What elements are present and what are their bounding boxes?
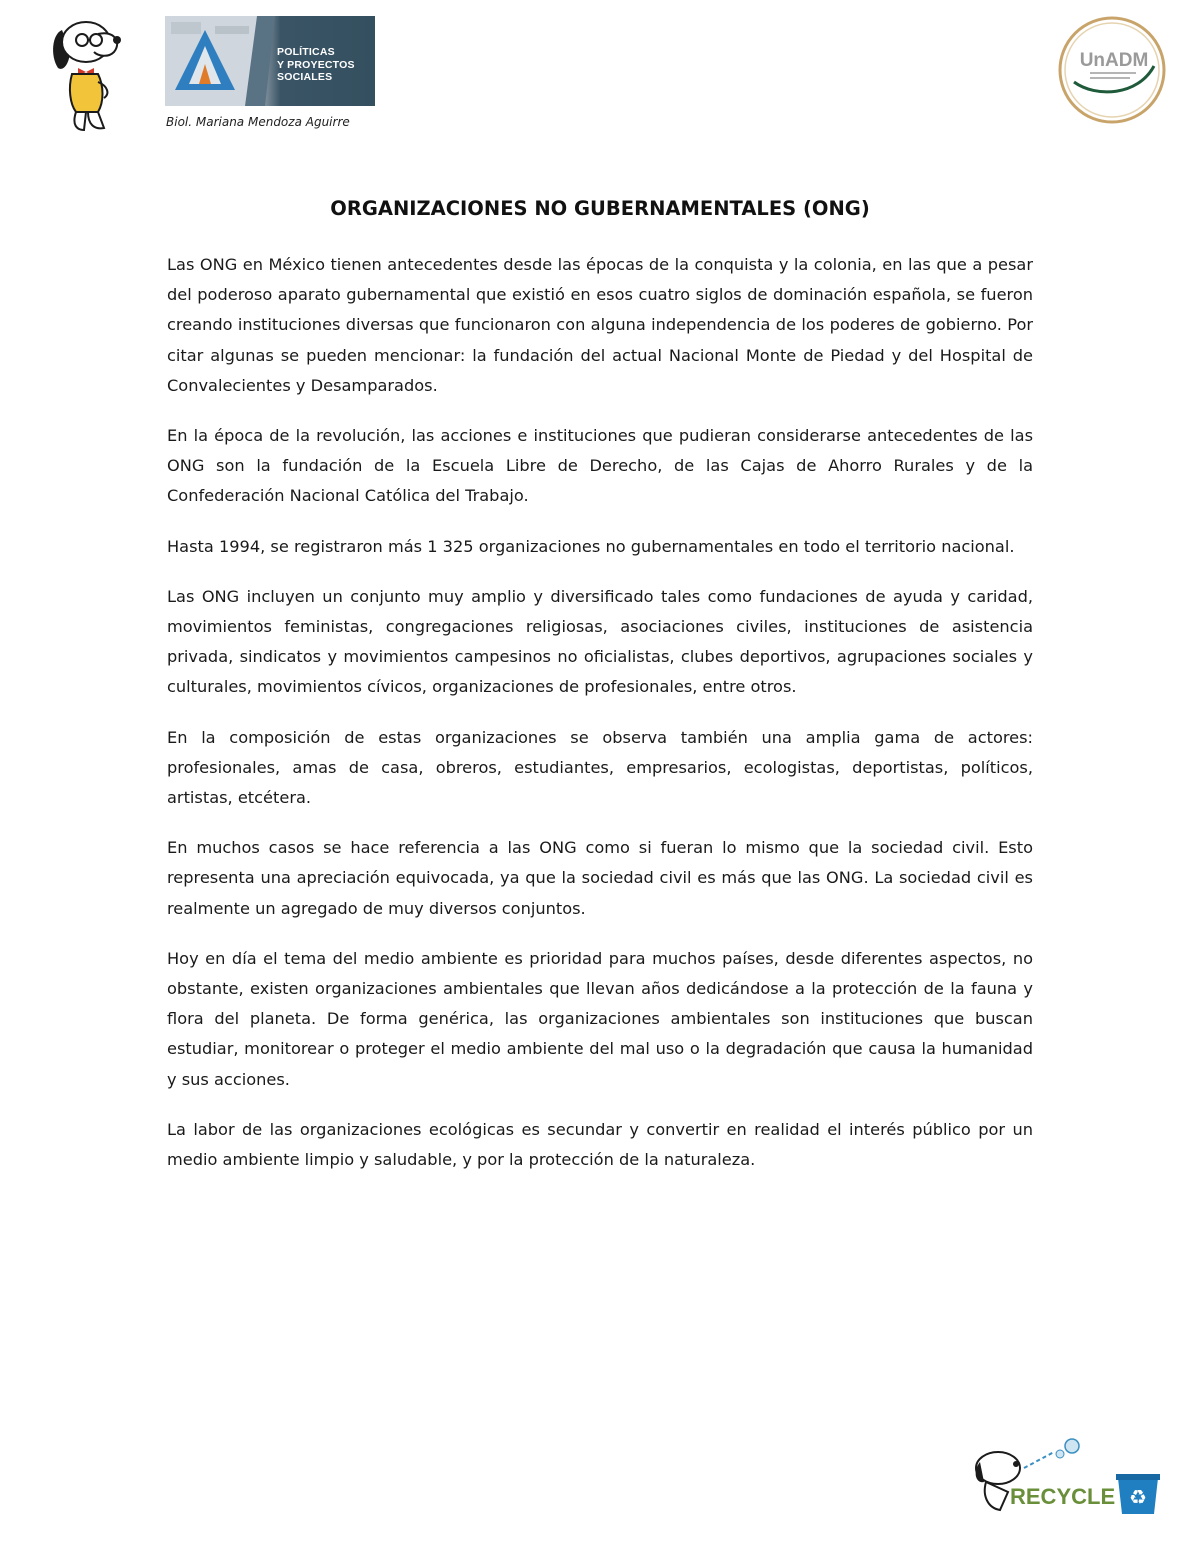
- snoopy-logo: [48, 12, 126, 136]
- author-name: Biol. Mariana Mendoza Aguirre: [166, 115, 350, 129]
- banner-line: POLÍTICAS: [277, 46, 335, 58]
- course-banner: [165, 16, 375, 106]
- banner-line: Y PROYECTOS: [277, 58, 355, 71]
- paragraph: Hoy en día el tema del medio ambiente es prioridad para muchos países, desde diferentes aspectos, no obstante, existen organizaciones ambientales que llevan años dedicándose a la protección de la fauna y flora del planeta. De forma genérica, las organizaciones ambientales son instituciones que buscan estudiar, monitorear o proteger el medio ambiente del mal uso o la degradación que causa la humanidad y sus acciones.: [167, 948, 1033, 1089]
- document-title: ORGANIZACIONES NO GUBERNAMENTALES (ONG): [330, 197, 870, 220]
- recycle-logo: [968, 1432, 1164, 1518]
- paragraph: La labor de las organizaciones ecológicas es secundar y convertir en realidad el interés público por un medio ambiente limpio y saludable, y por la protección de la naturaleza.: [167, 1119, 1033, 1170]
- document-body: [167, 250, 1033, 1195]
- unadm-logo: [1056, 14, 1168, 126]
- paragraph: En la época de la revolución, las acciones e instituciones que pudieran considerarse antecedentes de las ONG son la fundación de la Escuela Libre de Derecho, de las Cajas de Ahorro Rurales y de la Confederación Nacional Católica del Trabajo.: [167, 426, 1033, 506]
- paragraph: En muchos casos se hace referencia a las ONG como si fueran lo mismo que la sociedad civil. Esto representa una apreciación equivocada, ya que la sociedad civil es más que las ONG. La sociedad civil es realmente un agregado de muy diversos conjuntos.: [167, 838, 1033, 918]
- banner-line: SOCIALES: [277, 71, 333, 83]
- unadm-logo-text: UnADM: [1079, 50, 1149, 71]
- banner-text: [277, 46, 355, 84]
- paragraph: Hasta 1994, se registraron más 1 325 organizaciones no gubernamentales en todo el territorio nacional.: [167, 536, 1015, 556]
- svg-text:♻: ♻: [1129, 1485, 1147, 1509]
- paragraph: Las ONG en México tienen antecedentes desde las épocas de la conquista y la colonia, en las que a pesar del poderoso aparato gubernamental que existió en esos cuatro siglos de dominación española, se fueron creando instituciones diversas que funcionaron con alguna independencia de los poderes de gobierno. Por citar algunas se pueden mencionar: la fundación del actual Nacional Monte de Piedad y del Hospital de Convalecientes y Desamparados.: [167, 255, 1033, 395]
- paragraph: En la composición de estas organizaciones se observa también una amplia gama de actores: profesionales, amas de casa, obreros, estudiantes, empresarios, ecologistas, deportistas, políticos, artistas, etcétera.: [167, 727, 1033, 808]
- recycle-logo-text: RECYCLE: [1010, 1484, 1116, 1509]
- paragraph: Las ONG incluyen un conjunto muy amplio y diversificado tales como fundaciones de ayuda y caridad, movimientos feministas, congregaciones religiosas, asociaciones civiles, instituciones de asistencia privada, sindicatos y movimientos campesinos no oficialistas, clubes deportivos, agrupaciones sociales y culturales, movimientos cívicos, organizaciones de profesionales, entre otros.: [167, 586, 1033, 697]
